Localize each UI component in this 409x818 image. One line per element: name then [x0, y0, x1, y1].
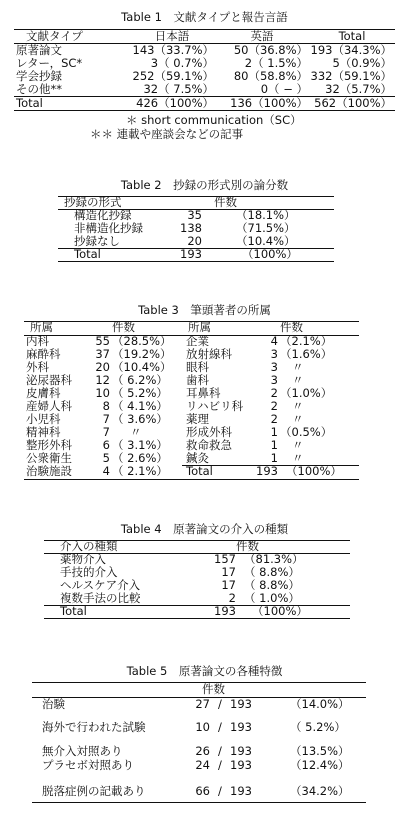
- table3-left-percent: （ 2.1%）: [112, 464, 168, 478]
- table3-right-count: 3: [270, 373, 278, 387]
- table3-left-label: 精神科: [26, 425, 61, 439]
- table3-right-label: 眼科: [186, 360, 209, 374]
- table2-total-count: 193: [180, 247, 202, 261]
- table3-left-count: 37: [95, 347, 110, 361]
- table3-left-label: 公衆衛生: [26, 451, 72, 465]
- table1-cell: 32（ 7.5%）: [143, 82, 214, 96]
- table3-left-label: 小児科: [26, 412, 61, 426]
- table4-row-label: ヘルスケア介入: [60, 578, 141, 592]
- table3-left-percent: （ 3.1%）: [112, 438, 168, 452]
- table5-row-label: プラセボ対照あり: [42, 758, 134, 772]
- table4-header-type: 介入の種類: [60, 539, 118, 553]
- table5-row-percent: （13.5%）: [290, 744, 350, 758]
- table1-cell: 32（5.7%）: [325, 82, 392, 96]
- table3-left-count: 8: [102, 399, 110, 413]
- table5-row-denominator: 193: [230, 720, 252, 734]
- table5-row-count: 10: [195, 720, 210, 734]
- table3-left-percent: （ 4.1%）: [112, 399, 168, 413]
- table3-right-label: 放射線科: [186, 347, 232, 361]
- table4-header-count: 件数: [236, 539, 259, 553]
- table3-left-percent: （ 5.2%）: [112, 386, 168, 400]
- table2-caption: Table 2 抄録の形式別の論分数: [120, 178, 289, 192]
- table3-left-count: 4: [102, 464, 110, 478]
- table4-row-label: 薬物介入: [60, 552, 106, 566]
- table5-row-count: 27: [195, 697, 210, 711]
- table2-row-label: 非構造化抄録: [74, 221, 143, 235]
- table5-row-percent: （14.0%）: [290, 697, 350, 711]
- table3-right-count: 2: [270, 399, 278, 413]
- table1-row-label: レター，SC*: [16, 56, 83, 70]
- table5-row-denominator: 193: [230, 744, 252, 758]
- table3-right-count: 1: [270, 425, 278, 439]
- table5-row-slash: /: [218, 744, 222, 758]
- table3-right-percent: 〃: [292, 451, 304, 465]
- table3-right-percent: 〃: [292, 399, 304, 413]
- table1-header-english: 英語: [250, 29, 274, 43]
- table5-row-percent: （ 5.2%）: [290, 720, 346, 734]
- table3-right-label: 鍼灸: [186, 451, 209, 465]
- table4-row-percent: （ 1.0%）: [244, 591, 300, 605]
- table3-left-label: 治験施設: [26, 464, 72, 478]
- table3-left-count: 7: [102, 412, 110, 426]
- table5-row-percent: （12.4%）: [290, 758, 350, 772]
- table3-right-count: 3: [270, 360, 278, 374]
- table5-row-count: 24: [195, 758, 210, 772]
- table3-left-percent: 〃: [130, 425, 142, 439]
- table3-right-label: 耳鼻科: [186, 386, 221, 400]
- table4-row-percent: （81.3%）: [244, 552, 304, 566]
- table2-row-percent: （10.4%）: [236, 234, 296, 248]
- table1-header-total: Total: [338, 29, 366, 43]
- table5-bottom-rule: [32, 802, 366, 803]
- table3-left-label: 泌尿器科: [26, 373, 72, 387]
- table4-row-label: 複数手法の比較: [60, 591, 141, 605]
- table5-row-label: 脱落症例の記載あり: [42, 784, 146, 798]
- table3-header-count-left: 件数: [112, 320, 135, 334]
- table2-header-count: 件数: [214, 195, 237, 209]
- table3-left-percent: （10.4%）: [112, 360, 172, 374]
- table3-left-count: 10: [95, 386, 110, 400]
- table2-header-format: 抄録の形式: [64, 195, 122, 209]
- table2-row-percent: （71.5%）: [236, 221, 296, 235]
- table4-row-count: 157: [214, 552, 236, 566]
- table4-total-label: Total: [60, 604, 87, 618]
- table4-caption: Table 4 原著論文の介入の種類: [120, 522, 289, 536]
- table5-row-denominator: 193: [230, 697, 252, 711]
- table3-right-percent: （1.6%）: [280, 347, 333, 361]
- table5-header-count: 件数: [202, 682, 225, 696]
- table3-left-label: 整形外科: [26, 438, 72, 452]
- table1-total-label: Total: [16, 96, 43, 110]
- table5-row-label: 治験: [42, 697, 65, 711]
- table4-row-count: 17: [221, 578, 236, 592]
- table3-left-percent: （ 3.6%）: [112, 412, 168, 426]
- table3-right-count: 4: [270, 334, 278, 348]
- table1-cell: 0（ − ）: [260, 82, 308, 96]
- table3-right-count: 1: [270, 451, 278, 465]
- table1-total-cell: 562（100%）: [314, 96, 392, 110]
- table2-total-label: Total: [74, 247, 101, 261]
- table3-left-label: 内科: [26, 334, 49, 348]
- table3-left-count: 20: [95, 360, 110, 374]
- table4-row-count: 17: [221, 565, 236, 579]
- table4-total-percent: （100%）: [252, 604, 308, 618]
- table3-total-count: 193: [256, 464, 278, 478]
- table2-row-label: 抄録なし: [74, 234, 120, 248]
- table3-header-affiliation-right: 所属: [188, 320, 211, 334]
- table5-row-slash: /: [218, 784, 222, 798]
- table5-row-label: 海外で行われた試験: [42, 720, 146, 734]
- table3-right-label: 企業: [186, 334, 209, 348]
- table1-note-sc: ＊ short communication（SC）: [126, 113, 302, 127]
- table3-right-label: リハビリ科: [186, 399, 244, 413]
- table5-row-count: 26: [195, 744, 210, 758]
- table3-right-percent: 〃: [292, 373, 304, 387]
- table1-row-label: 学会抄録: [16, 69, 62, 83]
- table3-right-percent: （2.1%）: [280, 334, 333, 348]
- table5-row-slash: /: [218, 697, 222, 711]
- table3-left-percent: （19.2%）: [112, 347, 172, 361]
- table1-header-type: 文献タイプ: [26, 29, 83, 43]
- table3-left-percent: （ 2.6%）: [112, 451, 168, 465]
- table2-row-count: 20: [187, 234, 202, 248]
- table1-cell: 5（0.9%）: [332, 56, 392, 70]
- table1-cell: 50（36.8%）: [233, 43, 308, 57]
- table3-left-label: 外科: [26, 360, 49, 374]
- table1-total-cell: 136（100%）: [230, 96, 308, 110]
- table4-total-count: 193: [214, 604, 236, 618]
- table1-row-label: その他**: [16, 82, 62, 96]
- table3-left-label: 皮膚科: [26, 386, 61, 400]
- table1-cell: 332（59.1%）: [310, 69, 392, 83]
- table5-row-slash: /: [218, 758, 222, 772]
- table3-left-percent: （ 6.2%）: [112, 373, 168, 387]
- table3-total-percent: （100%）: [286, 464, 342, 478]
- table5-row-label: 無介入対照あり: [42, 744, 123, 758]
- table4-row-percent: （ 8.8%）: [244, 578, 300, 592]
- table3-right-percent: 〃: [292, 412, 304, 426]
- table1-cell: 252（59.1%）: [132, 69, 214, 83]
- table3-left-count: 5: [102, 451, 110, 465]
- table1-cell: 3（ 0.7%）: [150, 56, 214, 70]
- table3-header-affiliation-left: 所属: [30, 320, 53, 334]
- table3-left-count: 7: [102, 425, 110, 439]
- table3-right-count: 3: [270, 347, 278, 361]
- table1-row-label: 原著論文: [16, 43, 62, 57]
- table3-caption: Table 3 筆頭著者の所属: [138, 303, 271, 317]
- table3-right-percent: 〃: [292, 438, 304, 452]
- table2-row-count: 35: [187, 208, 202, 222]
- table3-left-label: 産婦人科: [26, 399, 72, 413]
- table3-right-label: 歯科: [186, 373, 209, 387]
- table3-right-percent: 〃: [292, 360, 304, 374]
- table3-left-percent: （28.5%）: [112, 334, 172, 348]
- table3-left-count: 12: [95, 373, 110, 387]
- table5-row-denominator: 193: [230, 758, 252, 772]
- table2-row-count: 138: [180, 221, 202, 235]
- table3-left-count: 55: [95, 334, 110, 348]
- table1-bottom-rule: [14, 110, 395, 111]
- table3-right-count: 2: [270, 386, 278, 400]
- table3-right-percent: （1.0%）: [280, 386, 333, 400]
- table3-bottom-rule: [24, 479, 359, 480]
- table2-row-percent: （18.1%）: [236, 208, 296, 222]
- table5-row-count: 66: [195, 784, 210, 798]
- table1-cell: 193（34.3%）: [310, 43, 392, 57]
- table1-cell: 2（ 1.5%）: [244, 56, 308, 70]
- table1-cell: 143（33.7%）: [132, 43, 214, 57]
- table3-right-count: 1: [270, 438, 278, 452]
- table5-row-denominator: 193: [230, 784, 252, 798]
- table5-top-rule: [32, 682, 366, 683]
- table1-note-other: ＊＊ 連載や座談会などの記事: [90, 127, 244, 141]
- table3-header-count-right: 件数: [280, 320, 303, 334]
- table4-bottom-rule: [44, 618, 350, 619]
- table1-caption: Table 1 文献タイプと報告言語: [121, 10, 288, 24]
- table3-right-label: 形成外科: [186, 425, 232, 439]
- table5-caption: Table 5 原著論文の各種特徴: [126, 664, 283, 678]
- table4-row-label: 手技的介入: [60, 565, 118, 579]
- table4-row-percent: （ 8.8%）: [244, 565, 300, 579]
- table2-row-label: 構造化抄録: [74, 208, 132, 222]
- table1-cell: 80（58.8%）: [233, 69, 308, 83]
- table4-row-count: 2: [228, 591, 236, 605]
- table1-header-japanese: 日本語: [154, 29, 190, 43]
- table1-total-cell: 426（100%）: [136, 96, 214, 110]
- table3-left-count: 6: [102, 438, 110, 452]
- table5-row-percent: （34.2%）: [290, 784, 350, 798]
- table3-right-label: 救命救急: [186, 438, 232, 452]
- table3-right-count: 2: [270, 412, 278, 426]
- table5-row-slash: /: [218, 720, 222, 734]
- table3-right-percent: （0.5%）: [280, 425, 333, 439]
- table3-right-label: 薬理: [186, 412, 209, 426]
- table2-total-percent: （100%）: [242, 247, 298, 261]
- table3-total-label: Total: [186, 464, 213, 478]
- table2-bottom-rule: [58, 261, 334, 262]
- table3-left-label: 麻酔科: [26, 347, 61, 361]
